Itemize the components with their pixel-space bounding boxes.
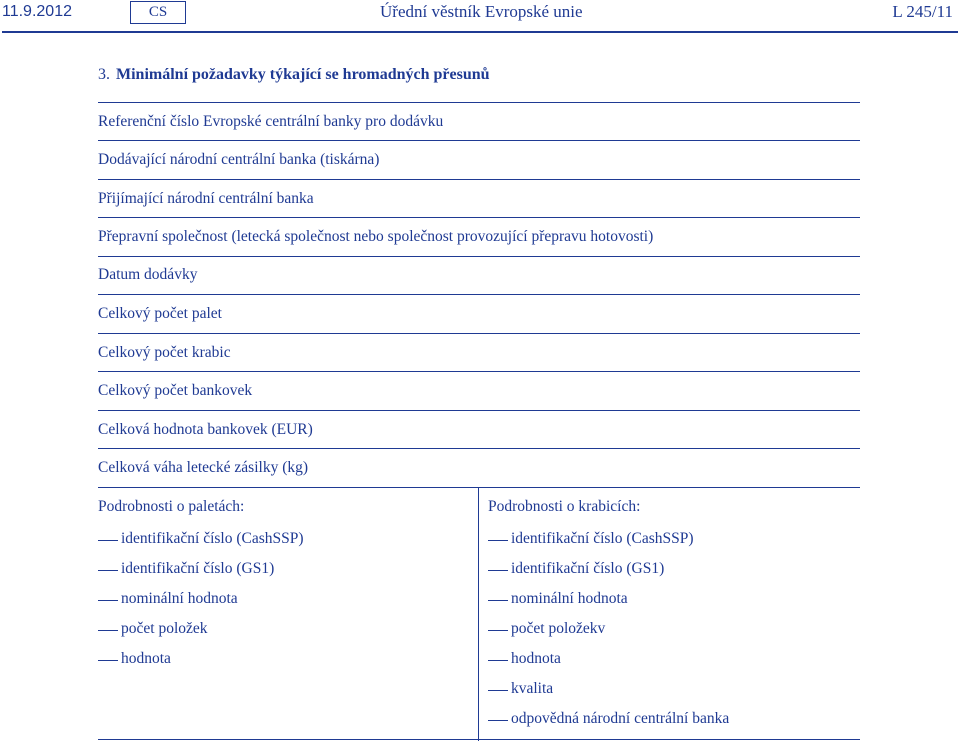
header-divider — [2, 31, 958, 33]
journal-title: Úřední věstník Evropské unie — [380, 2, 583, 21]
language-badge: CS — [130, 1, 186, 24]
table-rule — [98, 487, 860, 488]
box-item-label: odpovědná národní centrální banka — [511, 710, 730, 727]
row-total-value: Celková hodnota bankovek (EUR) — [98, 421, 313, 438]
pallet-item — [98, 590, 238, 608]
table-rule — [98, 294, 860, 295]
box-item — [488, 710, 729, 728]
table-rule — [98, 371, 860, 372]
dash-marker — [98, 660, 118, 661]
dash-marker — [98, 570, 118, 571]
pallet-item-label: nominální hodnota — [121, 590, 238, 607]
pallet-item-label: identifikační číslo (GS1) — [121, 560, 275, 577]
row-carrier: Přepravní společnost (letecká společnost nebo společnost provozující přepravu hotovosti) — [98, 228, 654, 245]
section-number: 3. — [98, 66, 110, 83]
dash-marker — [488, 600, 508, 601]
dash-marker — [488, 570, 508, 571]
boxes-heading: Podrobnosti o krabicích: — [488, 498, 641, 515]
table-rule — [98, 140, 860, 141]
pallet-item-label: identifikační číslo (CashSSP) — [121, 530, 304, 547]
box-item — [488, 560, 664, 578]
table-rule — [98, 217, 860, 218]
section-heading — [98, 66, 490, 84]
pallet-item-label: hodnota — [121, 650, 171, 667]
section-title: Minimální požadavky týkající se hromadných přesunů — [116, 66, 490, 83]
row-delivery-date: Datum dodávky — [98, 266, 198, 283]
pallet-item — [98, 560, 274, 578]
dash-marker — [98, 630, 118, 631]
page-reference: L 245/11 — [892, 2, 953, 21]
row-ecb-reference: Referenční číslo Evropské centrální banky pro dodávku — [98, 113, 444, 130]
table-rule — [98, 448, 860, 449]
dash-marker — [488, 540, 508, 541]
box-item-label: identifikační číslo (GS1) — [511, 560, 665, 577]
pallet-item — [98, 620, 208, 638]
table-rule — [98, 739, 860, 740]
box-item-label: nominální hodnota — [511, 590, 628, 607]
pallet-item — [98, 530, 304, 548]
box-item — [488, 620, 605, 638]
dash-marker — [488, 660, 508, 661]
dash-marker — [488, 690, 508, 691]
dash-marker — [98, 540, 118, 541]
publication-date: 11.9.2012 — [2, 3, 72, 20]
column-divider — [478, 488, 479, 741]
box-item — [488, 680, 553, 698]
box-item-label: hodnota — [511, 650, 561, 667]
table-rule — [98, 333, 860, 334]
pallet-item-label: počet položek — [121, 620, 208, 637]
pallet-item — [98, 650, 171, 668]
row-total-pallets: Celkový počet palet — [98, 305, 222, 322]
box-item-label: kvalita — [511, 680, 554, 697]
table-rule — [98, 256, 860, 257]
row-total-banknotes: Celkový počet bankovek — [98, 382, 253, 399]
box-item — [488, 530, 694, 548]
row-supplying-ncb: Dodávající národní centrální banka (tiskárna) — [98, 151, 380, 168]
box-item-label: počet položekv — [511, 620, 606, 637]
table-rule — [98, 102, 860, 103]
dash-marker — [488, 630, 508, 631]
row-receiving-ncb: Přijímající národní centrální banka — [98, 190, 314, 207]
row-total-weight: Celková váha letecké zásilky (kg) — [98, 459, 309, 476]
dash-marker — [488, 720, 508, 721]
pallets-heading: Podrobnosti o paletách: — [98, 498, 245, 515]
row-total-boxes: Celkový počet krabic — [98, 344, 231, 361]
box-item-label: identifikační číslo (CashSSP) — [511, 530, 694, 547]
box-item — [488, 650, 561, 668]
dash-marker — [98, 600, 118, 601]
journal-header — [0, 0, 959, 30]
box-item — [488, 590, 628, 608]
table-rule — [98, 179, 860, 180]
table-rule — [98, 410, 860, 411]
